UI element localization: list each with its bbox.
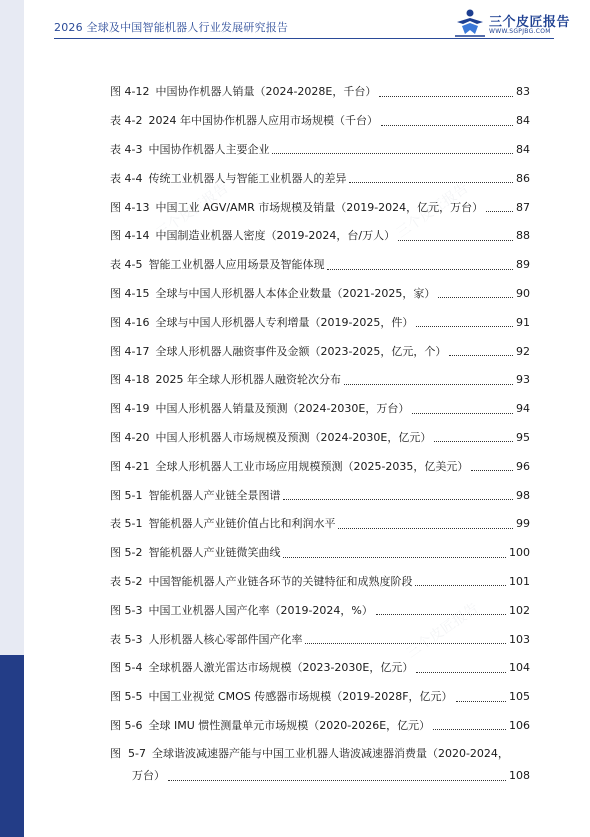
logo-url: WWW.SGPJBG.COM xyxy=(489,28,551,35)
toc-entry-kind: 图 xyxy=(110,85,121,99)
toc-leader-dots xyxy=(415,585,506,586)
toc-entry-title: 智能机器人产业链全景图谱 xyxy=(148,488,281,502)
toc-leader-dots xyxy=(376,614,506,615)
toc-entry-title: 全球与中国人形机器人专利增量（2019-2025，件） xyxy=(155,315,414,329)
toc-entry-kind: 表 xyxy=(110,517,121,531)
toc-entry-title: 全球人形机器人工业市场应用规模预测（2025-2035，亿美元） xyxy=(155,459,469,473)
toc-leader-dots xyxy=(471,470,513,471)
toc-leader-dots xyxy=(456,701,506,702)
toc-entry-label xyxy=(110,229,395,243)
toc-entry-label xyxy=(110,747,530,761)
toc-entry[interactable] xyxy=(110,424,530,453)
toc-entry-kind: 表 xyxy=(110,142,121,156)
toc-entry[interactable] xyxy=(110,654,530,683)
toc-page-number: 104 xyxy=(509,661,530,675)
toc-entry-label xyxy=(110,201,483,215)
toc-entry-label xyxy=(110,85,376,99)
toc-entry[interactable] xyxy=(110,366,530,395)
toc-page-number: 91 xyxy=(516,315,530,329)
toc-entry[interactable] xyxy=(110,78,530,107)
toc-leader-dots xyxy=(305,643,506,644)
toc-entry-kind: 图 xyxy=(110,459,121,473)
toc-entry-label xyxy=(110,258,324,272)
publisher-logo xyxy=(453,8,571,40)
toc-leader-dots xyxy=(338,528,513,529)
toc-page-number: 83 xyxy=(516,85,530,99)
toc-entry[interactable] xyxy=(110,568,530,597)
toc-entry-number: 4-2 xyxy=(124,114,143,128)
toc-page-number: 92 xyxy=(516,344,530,358)
toc-entry-number: 5-3 xyxy=(124,632,143,646)
toc-entry[interactable] xyxy=(110,596,530,625)
toc-leader-dots xyxy=(344,384,513,385)
toc-leader-dots xyxy=(283,557,506,558)
toc-leader-dots xyxy=(416,326,513,327)
toc-entry[interactable] xyxy=(110,683,530,712)
toc-entry-title: 全球人形机器人融资事件及金额（2023-2025，亿元，个） xyxy=(155,344,447,358)
toc-entry-label xyxy=(110,661,413,675)
toc-entry-kind: 图 xyxy=(110,315,121,329)
toc-page-number: 90 xyxy=(516,286,530,300)
toc-entry-label xyxy=(110,489,280,503)
toc-entry-label xyxy=(110,373,341,387)
toc-entry-number: 4-14 xyxy=(124,229,150,243)
toc-entry[interactable] xyxy=(110,280,530,309)
toc-entry-title: 中国工业视觉 CMOS 传感器市场规模（2019-2028F，亿元） xyxy=(148,690,453,704)
toc-page-number: 103 xyxy=(509,632,530,646)
toc-entry[interactable] xyxy=(110,625,530,654)
logo-text: 三个皮匠报告 xyxy=(489,15,571,30)
toc-entry-title: 中国智能机器人产业链各环节的关键特征和成熟度阶段 xyxy=(148,574,413,588)
toc-entry-title-continued: 万台） xyxy=(132,769,165,783)
toc-entry-title: 中国工业 AGV/AMR 市场规模及销量（2019-2024，亿元，万台） xyxy=(155,200,484,214)
toc-entry-title: 传统工业机器人与智能工业机器人的差异 xyxy=(148,171,347,185)
report-title: 2026 全球及中国智能机器人行业发展研究报告 xyxy=(54,21,289,34)
toc-entry-kind: 图 xyxy=(110,229,121,243)
toc-entry-kind: 图 xyxy=(110,430,121,444)
toc-entry-title: 全球机器人激光雷达市场规模（2023-2030E，亿元） xyxy=(148,661,414,675)
toc-entry-label xyxy=(110,172,346,186)
toc-entry-number: 5-1 xyxy=(124,488,143,502)
toc-page-number: 96 xyxy=(516,459,530,473)
toc-entry-kind: 表 xyxy=(110,632,121,646)
toc-entry-number: 4-15 xyxy=(124,286,150,300)
toc-entry-kind: 表 xyxy=(110,171,121,185)
toc-entry-kind: 图 xyxy=(110,718,121,732)
toc-entry-title: 智能工业机器人应用场景及智能体现 xyxy=(148,258,325,272)
toc-entry[interactable] xyxy=(110,222,530,251)
toc-leader-dots xyxy=(416,672,506,673)
toc-entry-title: 2025 年全球人形机器人融资轮次分布 xyxy=(155,373,341,387)
toc-entry[interactable] xyxy=(110,251,530,280)
toc-leader-dots xyxy=(412,413,513,414)
toc-entry[interactable] xyxy=(110,164,530,193)
watermark: 三个皮匠报告 xyxy=(153,180,232,242)
toc-page-number: 86 xyxy=(516,171,530,185)
toc-entry-kind: 表 xyxy=(110,114,121,128)
toc-leader-dots xyxy=(381,125,513,126)
toc-page-number: 105 xyxy=(509,690,530,704)
toc-entry-kind: 表 xyxy=(110,574,121,588)
toc-entry-title: 智能机器人产业链微笑曲线 xyxy=(148,546,281,560)
toc-entry[interactable] xyxy=(110,510,530,539)
toc-entry[interactable] xyxy=(110,337,530,366)
toc-entry-label xyxy=(110,431,431,445)
toc-entry-kind: 图 xyxy=(110,402,121,416)
toc-entry-title: 人形机器人核心零部件国产化率 xyxy=(148,632,303,646)
toc-entry-label xyxy=(110,460,468,474)
watermark: 三个皮匠报告 xyxy=(393,180,472,242)
toc-entry-title: 中国人形机器人销量及预测（2024-2030E，万台） xyxy=(155,402,410,416)
toc-entry-label xyxy=(110,287,435,301)
toc-entry-kind: 图 xyxy=(110,344,121,358)
toc-leader-dots xyxy=(327,269,513,270)
toc-page-number: 102 xyxy=(509,603,530,617)
toc-entry-kind: 图 xyxy=(110,690,121,704)
toc-entry-number: 4-18 xyxy=(124,373,150,387)
toc-entry-label xyxy=(110,402,409,416)
toc-entry-title: 全球与中国人形机器人本体企业数量（2021-2025，家） xyxy=(155,286,436,300)
toc-leader-dots xyxy=(379,96,513,97)
sidebar-stripe-light xyxy=(0,0,24,655)
toc-leader-dots xyxy=(486,211,513,212)
toc-entry-number: 5-6 xyxy=(124,718,143,732)
toc-entry-kind: 图 xyxy=(110,286,121,300)
toc-page-number: 93 xyxy=(516,373,530,387)
toc-entry-title: 中国工业机器人国产化率（2019-2024，%） xyxy=(148,603,373,617)
toc-entry-label xyxy=(110,575,412,589)
toc-leader-dots xyxy=(272,153,513,154)
toc-entry-kind: 图 xyxy=(110,373,121,387)
toc-entry-label xyxy=(110,517,335,531)
toc-page-number: 108 xyxy=(509,769,530,783)
toc-entry[interactable] xyxy=(110,712,530,741)
toc-page-number: 87 xyxy=(516,200,530,214)
toc-entry-title: 全球 IMU 惯性测量单元市场规模（2020-2026E，亿元） xyxy=(148,718,431,732)
toc-entry-label xyxy=(110,690,453,704)
toc-page-number: 106 xyxy=(509,718,530,732)
toc-entry-number: 5-1 xyxy=(124,517,143,531)
toc-entry-label xyxy=(110,316,413,330)
toc-entry-title: 智能机器人产业链价值占比和利润水平 xyxy=(148,517,336,531)
toc-leader-dots xyxy=(433,729,506,730)
toc-entry-title: 2024 年中国协作机器人应用市场规模（千台） xyxy=(148,114,378,128)
toc-entry-number: 4-20 xyxy=(124,430,150,444)
toc-entry-label xyxy=(110,604,373,618)
toc-entry[interactable] xyxy=(110,308,530,337)
toc-entry-kind: 图 xyxy=(110,603,121,617)
toc-page-number: 100 xyxy=(509,546,530,560)
toc-entry-label xyxy=(110,114,378,128)
toc-entry-label xyxy=(110,633,302,647)
toc-entry[interactable] xyxy=(110,395,530,424)
toc-entry[interactable] xyxy=(110,193,530,222)
toc-entry-number: 5-4 xyxy=(124,661,143,675)
toc-entry-kind: 图 xyxy=(110,747,121,761)
toc-entry-kind: 图 xyxy=(110,546,121,560)
toc-entry-title: 中国制造业机器人密度（2019-2024，台/万人） xyxy=(155,229,396,243)
toc-page-number: 98 xyxy=(516,488,530,502)
toc-entry[interactable] xyxy=(110,107,530,136)
toc-entry-number: 4-3 xyxy=(124,142,143,156)
toc-entry[interactable] xyxy=(110,452,530,481)
toc-page-number: 89 xyxy=(516,258,530,272)
toc-entry-number: 5-7 xyxy=(128,747,146,761)
toc-entry-label xyxy=(110,546,280,560)
toc-page-number: 84 xyxy=(516,114,530,128)
toc-entry-label xyxy=(110,345,446,359)
toc-entry-title: 中国人形机器人市场规模及预测（2024-2030E，亿元） xyxy=(155,430,432,444)
toc-entry-number: 4-12 xyxy=(124,85,150,99)
toc-entry[interactable] xyxy=(110,740,530,783)
sidebar-stripe-dark xyxy=(0,655,24,837)
toc-page-number: 99 xyxy=(516,517,530,531)
toc-entry-title: 全球谐波减速器产能与中国工业机器人谐波减速器消费量（2020-2024， xyxy=(151,747,509,761)
watermark: 三个皮匠报告 xyxy=(403,600,482,662)
toc-entry-number: 4-19 xyxy=(124,402,150,416)
toc-entry-label xyxy=(110,143,269,157)
toc-entry-number: 4-21 xyxy=(124,459,150,473)
toc-entry-title: 中国协作机器人销量（2024-2028E，千台） xyxy=(155,85,377,99)
toc-entry-kind: 图 xyxy=(110,488,121,502)
toc-entry-number: 4-4 xyxy=(124,171,143,185)
toc-entry-kind: 图 xyxy=(110,661,121,675)
toc-entry-number: 4-13 xyxy=(124,200,150,214)
toc-entry[interactable] xyxy=(110,539,530,568)
toc-page-number: 101 xyxy=(509,574,530,588)
table-of-contents xyxy=(110,78,530,783)
toc-leader-dots xyxy=(168,780,506,781)
toc-leader-dots xyxy=(434,441,513,442)
toc-entry-number: 5-2 xyxy=(124,574,143,588)
toc-leader-dots xyxy=(438,297,513,298)
toc-entry-number: 5-2 xyxy=(124,546,143,560)
toc-entry-kind: 图 xyxy=(110,200,121,214)
toc-leader-dots xyxy=(349,182,513,183)
toc-page-number: 94 xyxy=(516,402,530,416)
logo-figure-icon xyxy=(453,8,487,38)
toc-leader-dots xyxy=(398,240,513,241)
toc-entry-title: 中国协作机器人主要企业 xyxy=(148,142,270,156)
toc-page-number: 88 xyxy=(516,229,530,243)
toc-page-number: 84 xyxy=(516,142,530,156)
toc-entry-number: 4-17 xyxy=(124,344,150,358)
toc-page-number: 95 xyxy=(516,430,530,444)
toc-entry[interactable] xyxy=(110,481,530,510)
toc-entry-kind: 表 xyxy=(110,258,121,272)
toc-entry-number: 4-16 xyxy=(124,315,150,329)
toc-leader-dots xyxy=(283,499,513,500)
toc-entry-number: 5-5 xyxy=(124,690,143,704)
toc-entry-label xyxy=(110,719,430,733)
toc-entry-number: 4-5 xyxy=(124,258,143,272)
toc-leader-dots xyxy=(449,355,513,356)
toc-entry[interactable] xyxy=(110,136,530,165)
toc-entry-number: 5-3 xyxy=(124,603,143,617)
